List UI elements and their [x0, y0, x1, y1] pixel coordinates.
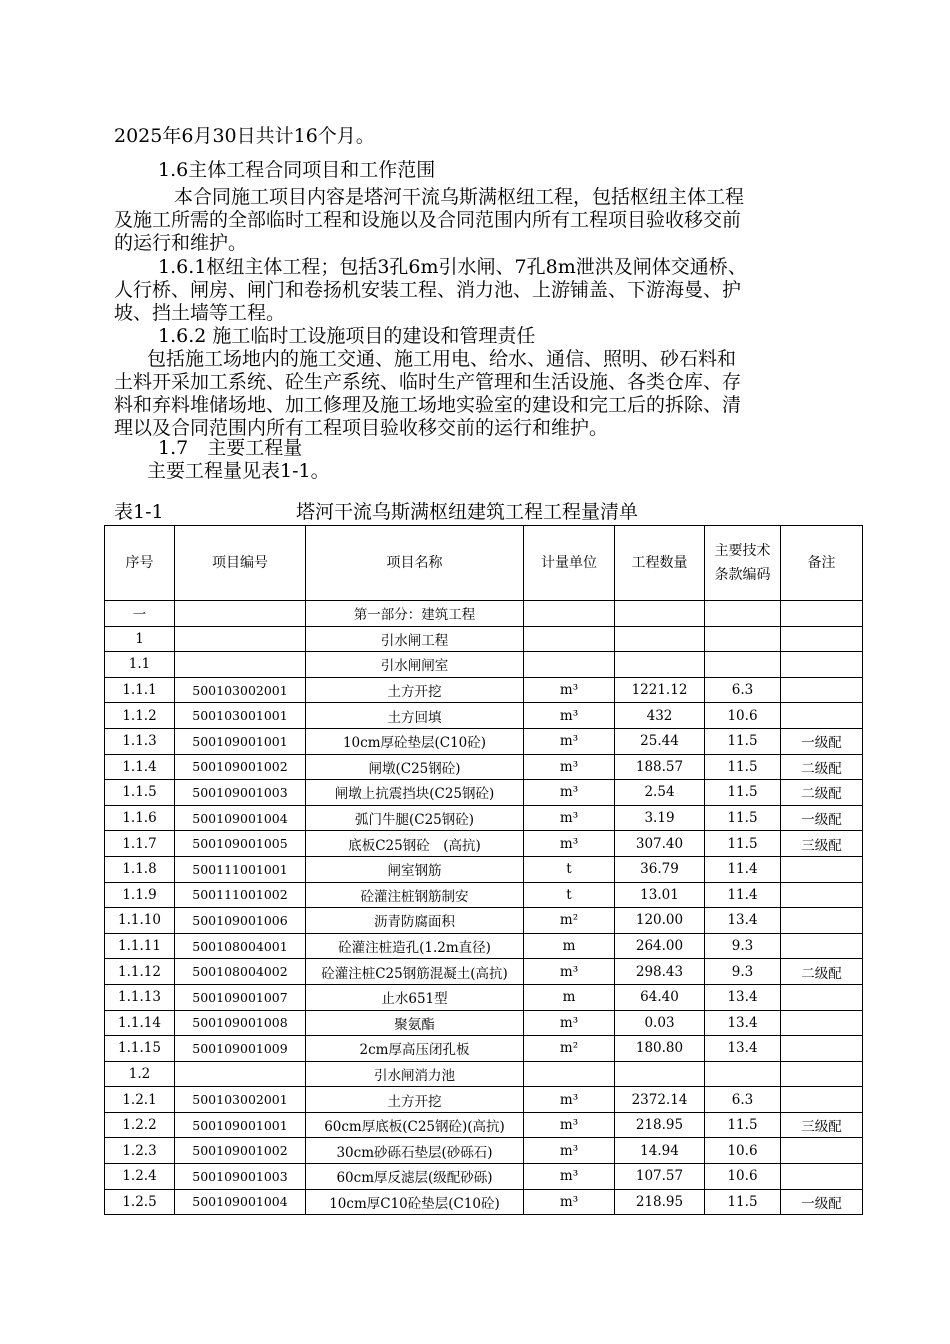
paragraph-line: 料和弃料堆储场地、加工修理及施工场地实验室的建设和完工后的拆除、清	[114, 394, 742, 416]
header-cell: 计量单位	[524, 526, 615, 601]
table-cell: 1.1.11	[105, 933, 175, 959]
table-cell: 500109001003	[175, 1164, 306, 1190]
table-cell	[781, 933, 863, 959]
table-cell: 11.5	[705, 1189, 781, 1215]
table-cell: 1.2	[105, 1061, 175, 1087]
table-cell: 3.19	[615, 805, 705, 831]
table-cell	[781, 703, 863, 729]
table-cell	[524, 652, 615, 678]
table-row	[105, 856, 863, 882]
header-cell: 主要技术条款编码	[705, 526, 781, 601]
paragraph-line: 理以及合同范围内所有工程项目验收移交前的运行和维护。	[114, 417, 609, 439]
table-cell: 2.54	[615, 780, 705, 806]
table-cell: 64.40	[615, 984, 705, 1010]
paragraph-line: 1.6.1枢纽主体工程；包括3孔6m引水闸、7孔8m泄洪及闸体交通桥、	[158, 256, 747, 278]
table-cell: 闸墩上抗震挡块(C25钢砼)	[306, 780, 524, 806]
table-cell	[175, 652, 306, 678]
table-cell: 500109001002	[175, 754, 306, 780]
table-cell: 10.6	[705, 703, 781, 729]
table-cell: m³	[524, 1138, 615, 1164]
table-cell: 1.2.5	[105, 1189, 175, 1215]
table-cell: 30cm砂砾石垫层(砂砾石)	[306, 1138, 524, 1164]
table-cell: 10cm厚C10砼垫层(C10砼)	[306, 1189, 524, 1215]
table-cell: 500109001001	[175, 1112, 306, 1138]
paragraph-line: 主要工程量见表1-1。	[147, 460, 330, 482]
table-row	[105, 677, 863, 703]
table-cell	[781, 652, 863, 678]
table-cell: 1.2.3	[105, 1138, 175, 1164]
table-cell: 307.40	[615, 831, 705, 857]
table-cell: m³	[524, 703, 615, 729]
table-cell: 500109001008	[175, 1010, 306, 1036]
table-row	[105, 831, 863, 857]
table-cell: 6.3	[705, 1087, 781, 1113]
table-cell: 500109001001	[175, 728, 306, 754]
table-cell: 500109001006	[175, 908, 306, 934]
table-row	[105, 703, 863, 729]
table-cell	[781, 1061, 863, 1087]
table-cell: 2cm厚高压闭孔板	[306, 1036, 524, 1062]
table-row	[105, 805, 863, 831]
section-heading-1-6: 1.6主体工程合同项目和工作范围	[158, 159, 436, 181]
table-cell: 25.44	[615, 728, 705, 754]
table-cell: 土方开挖	[306, 1087, 524, 1113]
table-cell: 500103001001	[175, 703, 306, 729]
table-cell: 500109001009	[175, 1036, 306, 1062]
table-cell: 11.5	[705, 1112, 781, 1138]
table-cell: m³	[524, 959, 615, 985]
table-cell: 6.3	[705, 677, 781, 703]
table-cell: 500109001007	[175, 984, 306, 1010]
table-row	[105, 1087, 863, 1113]
table-cell: 11.5	[705, 805, 781, 831]
table-cell: 1.1.15	[105, 1036, 175, 1062]
table-cell: 500108004001	[175, 933, 306, 959]
header-cell: 序号	[105, 526, 175, 601]
table-cell: 1221.12	[615, 677, 705, 703]
table-cell: 砼灌注桩造孔(1.2m直径)	[306, 933, 524, 959]
table-row	[105, 626, 863, 652]
paragraph-line: 包括施工场地内的施工交通、施工用电、给水、通信、照明、砂石料和	[147, 348, 737, 370]
table-cell: m³	[524, 677, 615, 703]
table-cell: 1.1.1	[105, 677, 175, 703]
table-cell: 二级配	[781, 754, 863, 780]
table-row	[105, 780, 863, 806]
paragraph-line: 的运行和维护。	[114, 232, 248, 254]
table-cell: 闸墩(C25钢砼)	[306, 754, 524, 780]
table-cell: 9.3	[705, 959, 781, 985]
table-cell: t	[524, 856, 615, 882]
table-row	[105, 728, 863, 754]
table-row	[105, 1010, 863, 1036]
table-row	[105, 652, 863, 678]
table-row	[105, 933, 863, 959]
table-cell	[781, 1087, 863, 1113]
table-cell: 0.03	[615, 1010, 705, 1036]
table-cell: 一级配	[781, 1189, 863, 1215]
table-cell: 聚氨酯	[306, 1010, 524, 1036]
table-cell: 500111001001	[175, 856, 306, 882]
table-cell: 引水闸闸室	[306, 652, 524, 678]
table-cell: m³	[524, 805, 615, 831]
table-cell: 13.4	[705, 908, 781, 934]
table-cell: 9.3	[705, 933, 781, 959]
table-cell: 闸室钢筋	[306, 856, 524, 882]
table-cell: 11.5	[705, 728, 781, 754]
header-cell: 项目名称	[306, 526, 524, 601]
table-label: 表1-1	[114, 501, 164, 523]
table-cell	[705, 652, 781, 678]
table-cell	[705, 1061, 781, 1087]
table-cell: 1.1.2	[105, 703, 175, 729]
table-cell	[615, 1061, 705, 1087]
section-heading-1-7: 1.7 主要工程量	[158, 437, 303, 459]
table-cell: 107.57	[615, 1164, 705, 1190]
table-row	[105, 984, 863, 1010]
table-cell: m	[524, 933, 615, 959]
table-cell: 1.1	[105, 652, 175, 678]
table-row	[105, 1036, 863, 1062]
table-cell: 引水闸消力池	[306, 1061, 524, 1087]
table-cell: 60cm厚底板(C25钢砼)(高抗)	[306, 1112, 524, 1138]
paragraph-line: 土料开采加工系统、砼生产系统、临时生产管理和生活设施、各类仓库、存	[114, 371, 742, 393]
table-cell: 500108004002	[175, 959, 306, 985]
table-cell: 500109001004	[175, 805, 306, 831]
table-cell: 砼灌注桩钢筋制安	[306, 882, 524, 908]
table-title: 塔河干流乌斯满枢纽建筑工程工程量清单	[296, 501, 639, 523]
table-row	[105, 1189, 863, 1215]
table-cell: m²	[524, 908, 615, 934]
table-cell: 二级配	[781, 959, 863, 985]
table-cell: 500111001002	[175, 882, 306, 908]
table-cell: 13.01	[615, 882, 705, 908]
table-cell: 10.6	[705, 1164, 781, 1190]
table-cell	[781, 677, 863, 703]
table-cell	[705, 626, 781, 652]
table-cell: 1.1.7	[105, 831, 175, 857]
table-cell: 第一部分：建筑工程	[306, 601, 524, 627]
table-cell: 500109001003	[175, 780, 306, 806]
table-cell: t	[524, 882, 615, 908]
table-cell	[781, 908, 863, 934]
table-cell	[175, 601, 306, 627]
table-cell: 264.00	[615, 933, 705, 959]
table-cell: m³	[524, 1010, 615, 1036]
table-cell	[781, 882, 863, 908]
table-cell: 60cm厚反滤层(级配砂砾)	[306, 1164, 524, 1190]
table-cell	[781, 1036, 863, 1062]
table-cell: 11.4	[705, 882, 781, 908]
table-cell: 一级配	[781, 805, 863, 831]
table-cell: 三级配	[781, 831, 863, 857]
table-cell: 1.1.5	[105, 780, 175, 806]
table-cell: 13.4	[705, 1010, 781, 1036]
table-cell: 11.5	[705, 754, 781, 780]
table-cell	[781, 1010, 863, 1036]
table-cell	[524, 1061, 615, 1087]
table-row	[105, 908, 863, 934]
table-cell	[175, 1061, 306, 1087]
table-cell: 188.57	[615, 754, 705, 780]
table-cell: 1.1.6	[105, 805, 175, 831]
table-cell: 一级配	[781, 728, 863, 754]
paragraph-line: 2025年6月30日共计16个月。	[114, 125, 375, 147]
table-cell: 一	[105, 601, 175, 627]
table-cell: 500109001002	[175, 1138, 306, 1164]
table-cell: 500109001004	[175, 1189, 306, 1215]
table-cell: 11.5	[705, 831, 781, 857]
table-cell: 500103002001	[175, 1087, 306, 1113]
table-cell: 1.2.4	[105, 1164, 175, 1190]
table-cell	[781, 626, 863, 652]
paragraph-line: 坡、挡土墙等工程。	[114, 302, 286, 324]
table-cell: 二级配	[781, 780, 863, 806]
table-cell	[781, 601, 863, 627]
quantity-table	[104, 525, 863, 1215]
header-cell: 工程数量	[615, 526, 705, 601]
table-cell: m³	[524, 1164, 615, 1190]
table-cell: 298.43	[615, 959, 705, 985]
table-cell	[781, 984, 863, 1010]
table-cell	[615, 601, 705, 627]
table-row	[105, 601, 863, 627]
table-cell: 120.00	[615, 908, 705, 934]
table-cell	[705, 601, 781, 627]
paragraph-line: 及施工所需的全部临时工程和设施以及合同范围内所有工程项目验收移交前	[114, 209, 742, 231]
table-cell: 432	[615, 703, 705, 729]
table-cell: m³	[524, 831, 615, 857]
table-cell: 14.94	[615, 1138, 705, 1164]
table-cell: 弧门牛腿(C25钢砼)	[306, 805, 524, 831]
table-cell: 砼灌注桩C25钢筋混凝土(高抗)	[306, 959, 524, 985]
table-cell: 1.1.14	[105, 1010, 175, 1036]
table-cell: 1.1.3	[105, 728, 175, 754]
table-cell: 13.4	[705, 1036, 781, 1062]
table-cell: 10.6	[705, 1138, 781, 1164]
table-row	[105, 959, 863, 985]
table-cell: m³	[524, 754, 615, 780]
paragraph-line: 本合同施工项目内容是塔河干流乌斯满枢纽工程，包括枢纽主体工程	[174, 186, 745, 208]
table-cell: m³	[524, 780, 615, 806]
paragraph-line: 人行桥、闸房、闸门和卷扬机安装工程、消力池、上游铺盖、下游海曼、护	[114, 279, 742, 301]
table-row	[105, 754, 863, 780]
table-cell: m³	[524, 1189, 615, 1215]
table-cell: 36.79	[615, 856, 705, 882]
table-cell	[524, 626, 615, 652]
table-cell: 止水651型	[306, 984, 524, 1010]
table-cell: 218.95	[615, 1189, 705, 1215]
table-cell: m	[524, 984, 615, 1010]
table-cell: 引水闸工程	[306, 626, 524, 652]
table-cell: 土方开挖	[306, 677, 524, 703]
table-cell: 1.1.9	[105, 882, 175, 908]
table-cell: 11.4	[705, 856, 781, 882]
table-row	[105, 1112, 863, 1138]
table-cell: 1.1.8	[105, 856, 175, 882]
table-row	[105, 1061, 863, 1087]
table-row	[105, 882, 863, 908]
table-cell: 500109001005	[175, 831, 306, 857]
table-cell: m²	[524, 1036, 615, 1062]
table-cell: 沥青防腐面积	[306, 908, 524, 934]
table-cell: 11.5	[705, 780, 781, 806]
table-cell: 218.95	[615, 1112, 705, 1138]
table-cell: 1.1.13	[105, 984, 175, 1010]
table-header-row	[105, 526, 863, 601]
table-cell: 1.2.2	[105, 1112, 175, 1138]
table-cell: 底板C25钢砼 (高抗)	[306, 831, 524, 857]
table-cell: 1.1.10	[105, 908, 175, 934]
table-cell: 2372.14	[615, 1087, 705, 1113]
table-cell: 180.80	[615, 1036, 705, 1062]
table-cell: 13.4	[705, 984, 781, 1010]
table-cell	[781, 856, 863, 882]
table-row	[105, 1138, 863, 1164]
table-cell	[781, 1164, 863, 1190]
table-cell: m³	[524, 728, 615, 754]
header-cell: 备注	[781, 526, 863, 601]
table-cell: 1.2.1	[105, 1087, 175, 1113]
table-cell: 1	[105, 626, 175, 652]
table-cell	[175, 626, 306, 652]
table-cell	[615, 626, 705, 652]
table-cell: 三级配	[781, 1112, 863, 1138]
table-cell: 500103002001	[175, 677, 306, 703]
table-cell: m³	[524, 1087, 615, 1113]
table-row	[105, 1164, 863, 1190]
section-heading-1-6-2: 1.6.2 施工临时工设施项目的建设和管理责任	[158, 325, 536, 347]
table-cell: m³	[524, 1112, 615, 1138]
table-cell: 土方回填	[306, 703, 524, 729]
table-cell: 10cm厚砼垫层(C10砼)	[306, 728, 524, 754]
table-cell	[781, 1138, 863, 1164]
header-cell: 项目编号	[175, 526, 306, 601]
table-cell	[524, 601, 615, 627]
table-cell	[615, 652, 705, 678]
table-cell: 1.1.12	[105, 959, 175, 985]
table-cell: 1.1.4	[105, 754, 175, 780]
